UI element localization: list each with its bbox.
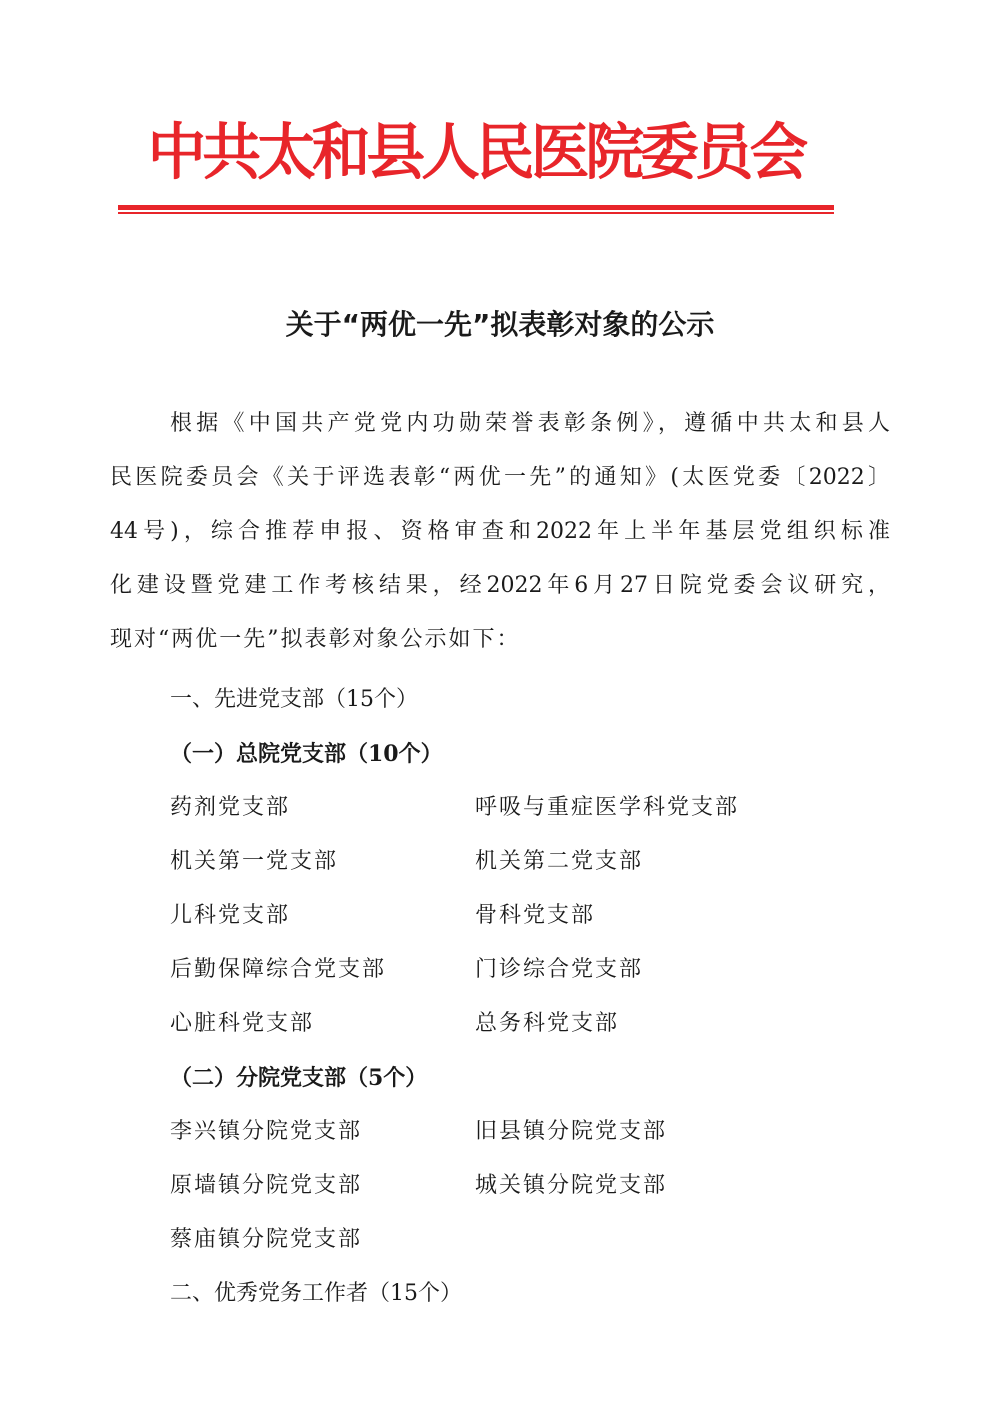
list-item: 蔡庙镇分院党支部 <box>170 1227 363 1252</box>
list-item: 原墙镇分院党支部 <box>170 1173 363 1198</box>
intro-line-4: 化建设暨党建工作考核结果，经2022年6月27日院党委会议研究， <box>110 573 890 598</box>
list-item: 总务科党支部 <box>475 1011 620 1036</box>
intro-line-2: 民医院委员会《关于评选表彰“两优一先”的通知》(太医党委〔2022〕 <box>110 465 890 490</box>
masthead-rule-thick <box>118 205 834 210</box>
masthead-rule-thin <box>118 212 834 214</box>
intro-line-3: 44号)，综合推荐申报、资格审查和2022年上半年基层党组织标准 <box>110 519 890 544</box>
section-1-sub-2-heading: （二）分院党支部（5个） <box>170 1065 428 1091</box>
section-1-heading: 一、先进党支部（15个） <box>170 687 418 712</box>
intro-paragraph <box>110 397 890 667</box>
intro-line-1: 根据《中国共产党党内功勋荣誉表彰条例》，遵循中共太和县人 <box>170 411 890 436</box>
list-item: 儿科党支部 <box>170 903 291 928</box>
list-item: 骨科党支部 <box>475 903 596 928</box>
section-1-sub-1-heading: （一）总院党支部（10个） <box>170 741 443 767</box>
list-item: 呼吸与重症医学科党支部 <box>475 795 740 820</box>
list-item: 旧县镇分院党支部 <box>475 1119 668 1144</box>
list-item: 机关第一党支部 <box>170 849 339 874</box>
list-item: 药剂党支部 <box>170 795 291 820</box>
list-item: 李兴镇分院党支部 <box>170 1119 363 1144</box>
masthead-organization: 中共太和县人民医院委员会 <box>147 117 805 188</box>
document-title: 关于“两优一先”拟表彰对象的公示 <box>285 308 715 341</box>
list-item: 后勤保障综合党支部 <box>170 957 387 982</box>
list-item: 门诊综合党支部 <box>475 957 644 982</box>
intro-line-5: 现对“两优一先”拟表彰对象公示如下： <box>110 627 521 652</box>
list-item: 城关镇分院党支部 <box>475 1173 668 1198</box>
list-item: 心脏科党支部 <box>170 1011 315 1036</box>
list-item: 机关第二党支部 <box>475 849 644 874</box>
section-2-heading: 二、优秀党务工作者（15个） <box>170 1281 462 1306</box>
